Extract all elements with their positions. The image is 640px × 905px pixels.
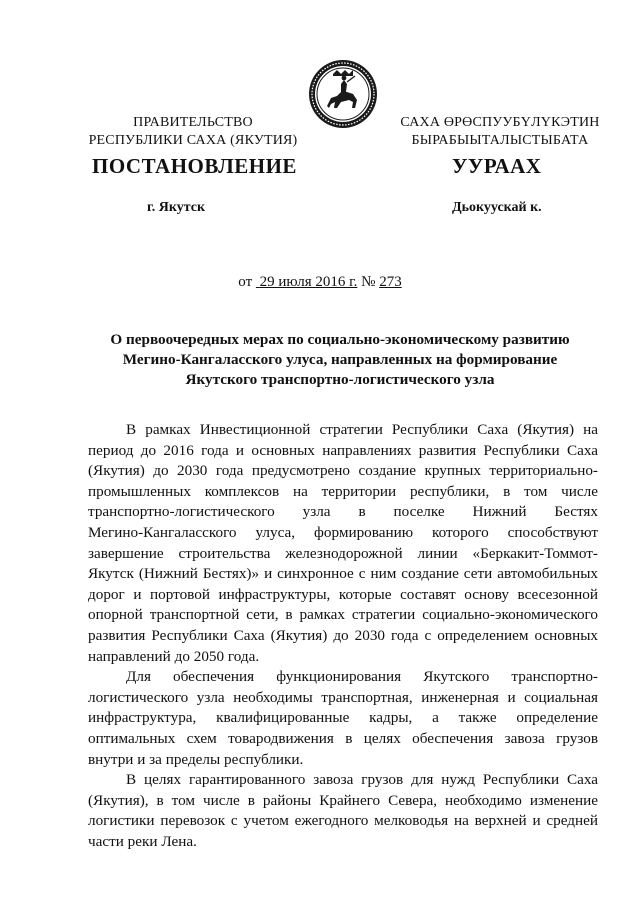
body-line: направлений до 2050 года. (88, 647, 260, 665)
body-line: Для обеспечения функционирования Якутского транспортно- (126, 668, 598, 686)
government-name-line: РЕСПУБЛИКИ САХА (ЯКУТИЯ) (88, 133, 298, 148)
body-line: опорной транспортной сети, в рамках стратегии социально-экономического (88, 606, 598, 624)
body-line: завершение строительства железнодорожной линии «Беркакит-Томмот- (88, 544, 598, 562)
government-name-sakha (380, 114, 620, 150)
document-body (88, 420, 598, 852)
document-title (80, 330, 600, 390)
body-line: (Якутия) до 2030 года предусмотрено создание крупных территориально- (88, 462, 598, 480)
body-line: период до 2016 года и основных направлениях развития Республики Саха (88, 441, 598, 459)
body-line: Якутск (Нижний Бестях)» и синхронное с ним создание сети автомобильных (88, 565, 598, 583)
body-line: В целях гарантированного завоза грузов для нужд Республики Саха (126, 771, 598, 789)
document-date: 29 июля 2016 г. (259, 274, 358, 290)
document-type-russian: ПОСТАНОВЛЕНИЕ (92, 154, 297, 178)
government-name-line: ПРАВИТЕЛЬСТВО (133, 115, 253, 130)
body-line: В рамках Инвестиционной стратегии Республики Саха (Якутия) на (126, 421, 598, 438)
coat-of-arms-icon (307, 58, 379, 130)
date-prefix: от (238, 274, 253, 290)
government-name-line: БЫРАБЫЫТАЛЫСТЫБАТА (411, 133, 589, 148)
document-number: 273 (379, 274, 402, 290)
body-line: транспортно-логистического узла в поселке Нижний Бестях (88, 503, 598, 521)
body-line: логистики перевозок с учетом ежегодного мелководья на верхней и средней (88, 812, 598, 830)
number-sign: № (361, 274, 376, 290)
city-sakha: Дьокуускай к. (452, 200, 542, 215)
body-line: инфраструктура, квалифицированные кадры, а также определение (88, 709, 598, 727)
body-line: оптимальных схем товародвижения в целях обеспечения завоза грузов (88, 729, 598, 747)
date-and-number (0, 274, 640, 291)
title-line: Якутского транспортно-логистического узла (185, 371, 495, 388)
body-line: Мегино-Кангаласского улуса, формированию которого способствуют (88, 523, 598, 541)
government-name-russian (88, 114, 298, 150)
body-line: развития Республики Саха (Якутия) до 2030 года с определением основных (88, 626, 598, 644)
body-line: дорог и портовой инфраструктуры, которые составят основу всесезонной (88, 585, 598, 603)
body-line: части реки Лена. (88, 832, 197, 850)
title-line: О первоочередных мерах по социально-экономическому развитию (110, 331, 570, 348)
body-line: логистического узла необходимы транспортная, инженерная и социальная (88, 688, 598, 706)
body-line: промышленных комплексов на территории республики, в том числе (88, 482, 598, 500)
body-line: (Якутия), в том числе в районы Крайнего Севера, необходимо изменение (88, 791, 598, 809)
title-line: Мегино-Кангаласского улуса, направленных на формирование (122, 351, 558, 368)
document-type-sakha: УУРААХ (452, 154, 542, 178)
city-russian: г. Якутск (147, 200, 206, 215)
body-line: внутри и за пределы республики. (88, 750, 304, 768)
government-name-line: САХА ӨРӨСПУУБҮЛҮКЭТИН (400, 115, 600, 130)
